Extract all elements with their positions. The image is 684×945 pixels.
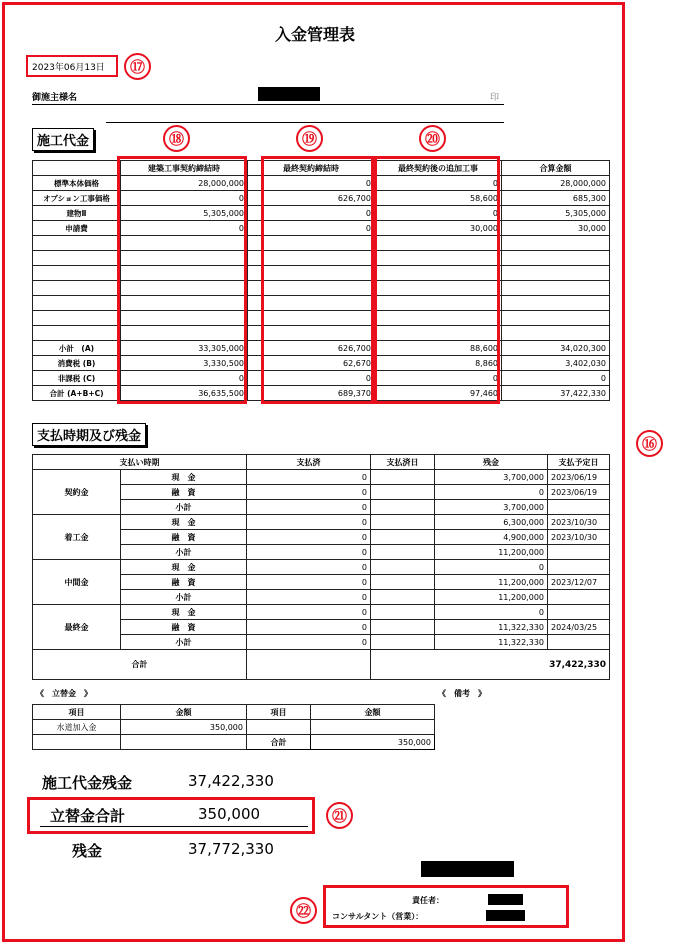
paid-value: 0: [247, 620, 371, 635]
remain-value: 0: [435, 605, 548, 620]
due-date: 2023/10/30: [548, 530, 610, 545]
paid-value: 0: [247, 500, 371, 515]
due-date: [548, 590, 610, 605]
consultant-label: コンサルタント（営業）：: [332, 912, 424, 921]
remain-value: 0: [435, 485, 548, 500]
balance-label: 残金: [72, 842, 103, 860]
advance-col-item: 項目: [33, 705, 121, 720]
col-header-paid-date: 支払済日: [371, 455, 435, 470]
payment-table: [32, 454, 610, 680]
empty-cell: [247, 720, 311, 735]
col-header-paid: 支払済: [247, 455, 371, 470]
row-label: 標準本体価格: [33, 176, 121, 191]
advance-col-amount: 金額: [121, 705, 247, 720]
empty-cell: [311, 720, 435, 735]
cell-value: 88,600: [375, 341, 502, 356]
group-label: 契約金: [33, 470, 121, 515]
payment-total-remaining: 37,422,330: [371, 650, 610, 680]
column-highlight-initial: [117, 156, 247, 404]
row-label: 非課税 (C): [33, 371, 121, 386]
advance-col-amount-2: 金額: [311, 705, 435, 720]
marker-19: ⑲: [296, 125, 323, 152]
cell-value: 34,020,300: [502, 341, 610, 356]
due-date: [548, 500, 610, 515]
marker-20: ⑳: [419, 125, 446, 152]
cell-value: 33,305,000: [121, 341, 248, 356]
due-date: 2023/06/19: [548, 485, 610, 500]
cell-value: 685,300: [502, 191, 610, 206]
col-header-timing: 支払い時期: [33, 455, 247, 470]
remarks-title: 《 備考 》: [438, 689, 486, 698]
paid-value: 0: [247, 590, 371, 605]
payment-type: 現 金: [121, 470, 247, 485]
due-date: [548, 635, 610, 650]
balance-value: 37,772,330: [188, 840, 274, 858]
row-label: 合計 (A+B+C): [33, 386, 121, 401]
due-date: 2024/03/25: [548, 620, 610, 635]
paid-value: 0: [247, 485, 371, 500]
cell-value: 5,305,000: [121, 206, 248, 221]
cell-value: 30,000: [375, 221, 502, 236]
advance-col-item-2: 項目: [247, 705, 311, 720]
paid-date: [371, 560, 435, 575]
row-label: 申請費: [33, 221, 121, 236]
cell-value: 5,305,000: [502, 206, 610, 221]
paid-value: 0: [247, 575, 371, 590]
paid-date: [371, 515, 435, 530]
payment-total-row: [33, 650, 610, 680]
remain-value: 11,322,330: [435, 620, 548, 635]
empty-cell: [121, 735, 247, 750]
col-header-final: 最終契約締結時: [248, 161, 375, 176]
advance-sum-value: 350,000: [198, 805, 261, 823]
table-row: [33, 560, 610, 575]
cell-value: 97,460: [375, 386, 502, 401]
page-title: 入金管理表: [274, 25, 355, 44]
col-header-due-date: 支払予定日: [548, 455, 610, 470]
cell-value: 3,330,500: [121, 356, 248, 371]
remain-value: 11,200,000: [435, 575, 548, 590]
cell-value: 0: [502, 371, 610, 386]
blank-header: [33, 161, 121, 176]
responsible-label: 責任者：: [412, 896, 444, 905]
empty-cell: [33, 735, 121, 750]
row-label: オプション工事価格: [33, 191, 121, 206]
advance-title: 《 立替金 》: [36, 689, 92, 698]
advance-amount: 350,000: [121, 720, 247, 735]
table-row: [33, 515, 610, 530]
paid-value: 0: [247, 560, 371, 575]
cell-value: 3,402,030: [502, 356, 610, 371]
paid-value: 0: [247, 515, 371, 530]
payment-total-label: 合計: [33, 650, 247, 680]
payment-section-title: 支払時期及び残金: [32, 423, 146, 446]
paid-date: [371, 485, 435, 500]
paid-value: 0: [247, 545, 371, 560]
advance-table: [32, 704, 435, 750]
cell-value: 0: [375, 371, 502, 386]
due-date: 2023/12/07: [548, 575, 610, 590]
table-row: [33, 605, 610, 620]
due-date: 2023/06/19: [548, 470, 610, 485]
table-row: [33, 470, 610, 485]
paid-date: [371, 500, 435, 515]
company-name-redacted: [421, 861, 514, 877]
cell-value: 28,000,000: [121, 176, 248, 191]
marker-18: ⑱: [163, 125, 190, 152]
advance-total-label: 合計: [247, 735, 311, 750]
group-label: 最終金: [33, 605, 121, 650]
paid-value: 0: [247, 635, 371, 650]
marker-17: ⑰: [124, 53, 151, 80]
payment-type: 融 資: [121, 530, 247, 545]
payment-type: 融 資: [121, 485, 247, 500]
client-label: 御施主様名: [32, 93, 78, 103]
cell-value: 0: [248, 371, 375, 386]
paid-date: [371, 470, 435, 485]
group-label: 中間金: [33, 560, 121, 605]
construction-section-title: 施工代金: [32, 128, 94, 151]
due-date: [548, 545, 610, 560]
responsible-name-redacted: [488, 894, 523, 905]
cell-value: 37,422,330: [502, 386, 610, 401]
payment-type: 現 金: [121, 515, 247, 530]
advance-item: 水道加入金: [33, 720, 121, 735]
construction-balance-value: 37,422,330: [188, 772, 274, 790]
table-row: [33, 720, 435, 735]
paid-value: 0: [247, 605, 371, 620]
paid-value: 0: [247, 530, 371, 545]
paid-date: [371, 590, 435, 605]
payment-type: 小計: [121, 545, 247, 560]
marker-21: ㉑: [326, 802, 353, 829]
due-date: [548, 605, 610, 620]
cell-value: 58,600: [375, 191, 502, 206]
cell-value: 0: [248, 206, 375, 221]
cell-value: 689,370: [248, 386, 375, 401]
group-label: 着工金: [33, 515, 121, 560]
col-header-combined: 合算金額: [502, 161, 610, 176]
row-label: 小計 (A): [33, 341, 121, 356]
paid-date: [371, 605, 435, 620]
cell-value: 36,635,500: [121, 386, 248, 401]
cell-value: 28,000,000: [502, 176, 610, 191]
payment-type: 小計: [121, 635, 247, 650]
advance-sum-underline: [40, 826, 308, 827]
paid-date: [371, 620, 435, 635]
cell-value: 0: [121, 371, 248, 386]
divider-line: [106, 122, 504, 123]
paid-date: [371, 575, 435, 590]
due-date: [548, 560, 610, 575]
payment-type: 小計: [121, 590, 247, 605]
marker-22: ㉒: [290, 897, 317, 924]
row-label: 建物Ⅱ: [33, 206, 121, 221]
marker-16: ⑯: [636, 430, 663, 457]
remain-value: 11,200,000: [435, 590, 548, 605]
paid-date: [371, 530, 435, 545]
payment-type: 現 金: [121, 560, 247, 575]
row-label: 消費税 (B): [33, 356, 121, 371]
remain-value: 3,700,000: [435, 470, 548, 485]
due-date: 2023/10/30: [548, 515, 610, 530]
cell-value: 626,700: [248, 191, 375, 206]
column-highlight-final: [261, 156, 374, 404]
cell-value: 0: [121, 221, 248, 236]
cell-value: 0: [375, 176, 502, 191]
cell-value: 0: [121, 191, 248, 206]
cell-value: 0: [248, 221, 375, 236]
consultant-name-redacted: [486, 910, 525, 921]
remain-value: 11,322,330: [435, 635, 548, 650]
advance-header-row: [33, 705, 435, 720]
payment-type: 小計: [121, 500, 247, 515]
cell-value: 626,700: [248, 341, 375, 356]
payment-type: 現 金: [121, 605, 247, 620]
payment-header-row: [33, 455, 610, 470]
paid-value: 0: [247, 470, 371, 485]
advance-total-amount: 350,000: [311, 735, 435, 750]
remain-value: 0: [435, 560, 548, 575]
client-name-redacted: [258, 87, 320, 101]
cell-value: 0: [375, 206, 502, 221]
payment-total-paid: [247, 650, 371, 680]
cell-value: 62,670: [248, 356, 375, 371]
client-underline: [32, 104, 504, 105]
remain-value: 11,200,000: [435, 545, 548, 560]
cell-value: 0: [248, 176, 375, 191]
cell-value: 30,000: [502, 221, 610, 236]
column-highlight-additional: [374, 156, 500, 404]
remain-value: 6,300,000: [435, 515, 548, 530]
advance-total-row: [33, 735, 435, 750]
paid-date: [371, 545, 435, 560]
seal-mark: 印: [490, 93, 500, 103]
document-date: 2023年06月13日: [32, 63, 105, 73]
payment-type: 融 資: [121, 575, 247, 590]
cell-value: 8,860: [375, 356, 502, 371]
remain-value: 4,900,000: [435, 530, 548, 545]
advance-sum-label: 立替金合計: [50, 807, 126, 825]
col-header-remaining: 残金: [435, 455, 548, 470]
payment-type: 融 資: [121, 620, 247, 635]
col-header-initial: 建築工事契約締結時: [121, 161, 248, 176]
construction-balance-label: 施工代金残金: [42, 774, 133, 792]
col-header-additional: 最終契約後の追加工事: [375, 161, 502, 176]
paid-date: [371, 635, 435, 650]
remain-value: 3,700,000: [435, 500, 548, 515]
